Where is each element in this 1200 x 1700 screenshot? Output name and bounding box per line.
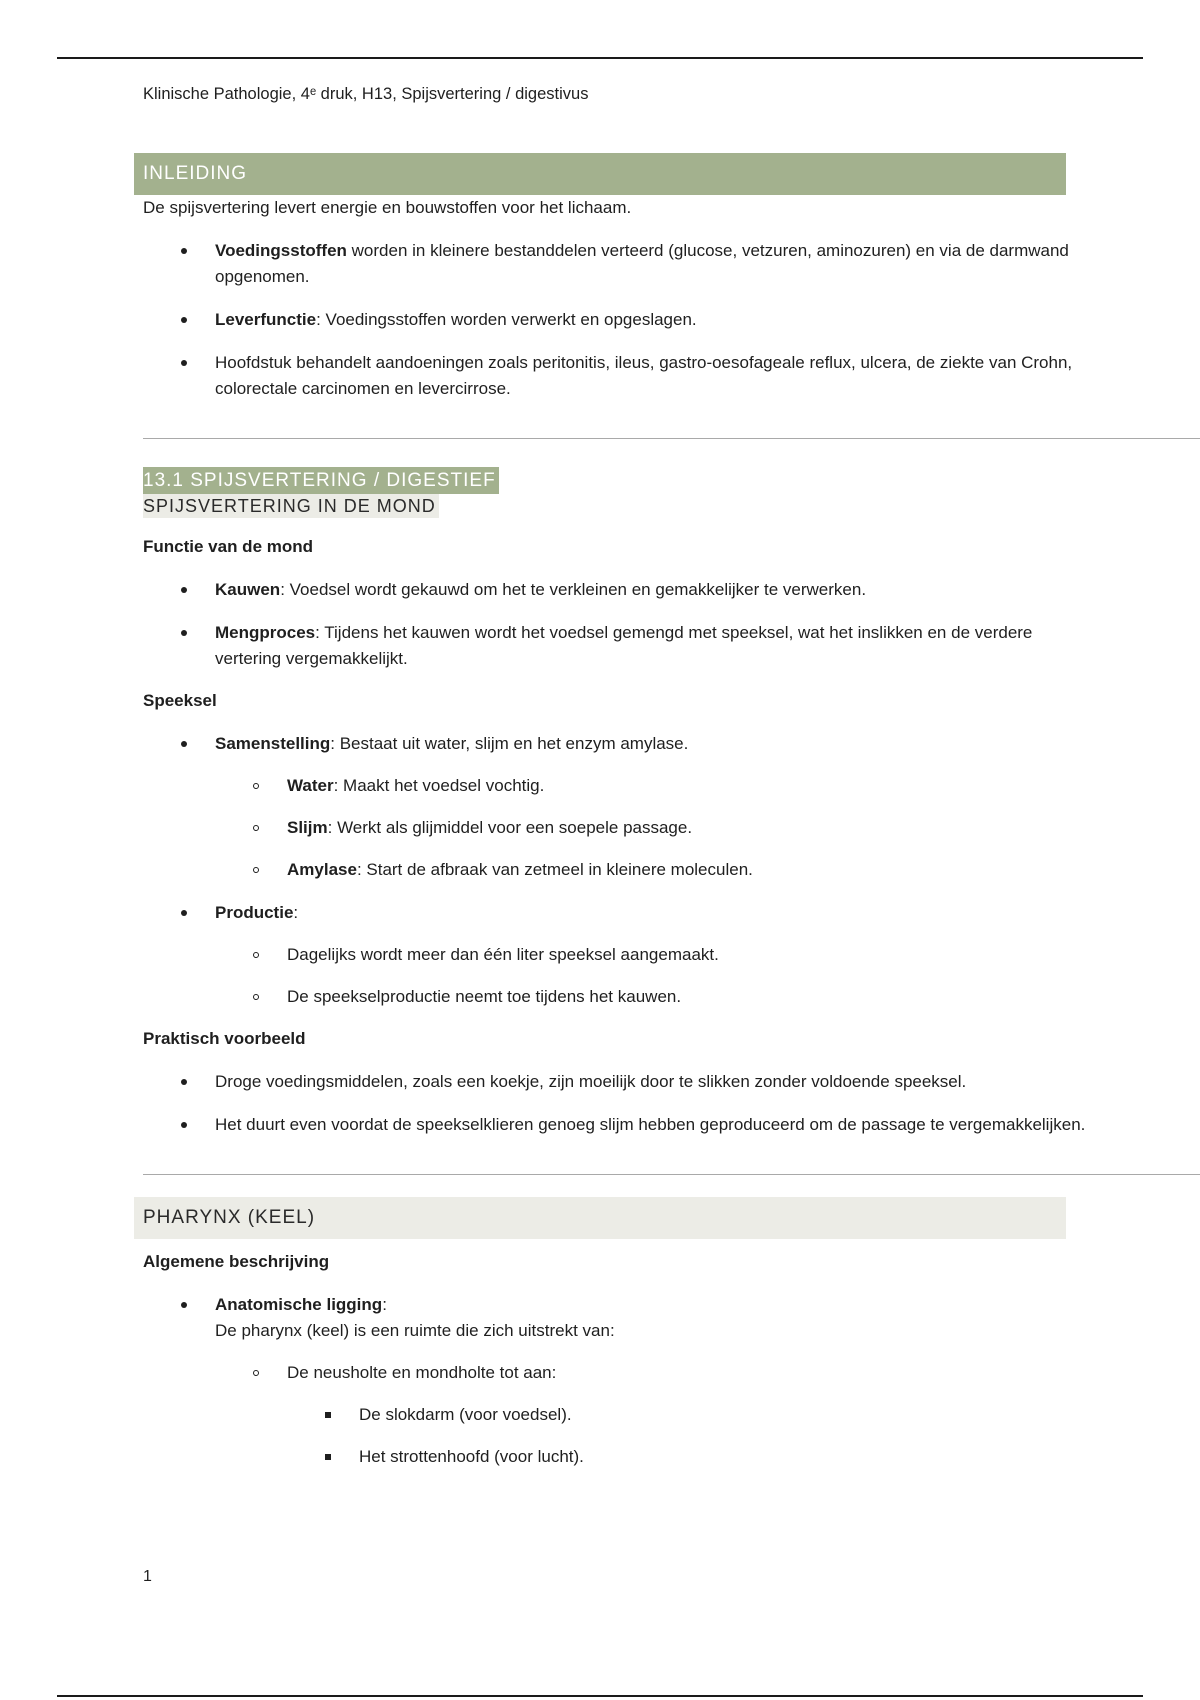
subheading-praktisch: Praktisch voorbeeld	[143, 1029, 306, 1048]
section-title-13-1: 13.1 SPIJSVERTERING / DIGESTIEF	[143, 467, 499, 494]
item-text: De pharynx (keel) is een ruimte die zich uitstrekt van:	[215, 1321, 615, 1340]
list-item	[143, 350, 1093, 402]
sub-list-item	[143, 815, 1093, 841]
subheading-speeksel: Speeksel	[143, 691, 217, 710]
term: Voedingsstoffen	[215, 241, 347, 260]
subheading-algemeen: Algemene beschrijving	[143, 1252, 330, 1271]
page-number: 1	[143, 1568, 152, 1585]
list-item	[143, 577, 1093, 603]
term: Water	[287, 776, 334, 795]
term: Productie	[215, 903, 294, 922]
term: Samenstelling	[215, 734, 331, 753]
running-header: Klinische Pathologie, 4ᵉ druk, H13, Spijsvertering / digestivus	[143, 85, 589, 103]
list-item	[143, 1292, 1093, 1344]
subheading-functie: Functie van de mond	[143, 537, 314, 556]
term: Amylase	[287, 860, 357, 879]
item-text: : Werkt als glijmiddel voor een soepele passage.	[327, 818, 693, 837]
sub-sub-list-item: Het strottenhoofd (voor lucht).	[143, 1444, 1093, 1470]
praktisch-list	[143, 1069, 1093, 1138]
page-top-rule	[57, 57, 1143, 59]
item-text: : Voedsel wordt gekauwd om het te verkleinen en gemakkelijker te verwerken.	[280, 580, 867, 599]
samenstelling-sublist	[143, 773, 1093, 883]
item-text: :	[293, 903, 299, 922]
item-text: : Voedingsstoffen worden verwerkt en opgeslagen.	[316, 310, 697, 329]
productie-sublist	[143, 942, 1093, 1010]
page-bottom-rule	[57, 1695, 1143, 1697]
item-text: :	[382, 1295, 387, 1314]
divider	[143, 1174, 1200, 1175]
section-banner-pharynx	[134, 1197, 1066, 1239]
item-text: : Maakt het voedsel vochtig.	[333, 776, 545, 795]
sub-list-item: De neusholte en mondholte tot aan:	[143, 1360, 1093, 1386]
intro-paragraph: De spijsvertering levert energie en bouwstoffen voor het lichaam.	[143, 198, 632, 217]
functie-list	[143, 577, 1093, 672]
list-item	[143, 307, 1093, 333]
item-text: worden in kleinere bestanddelen verteerd (glucose, vetzuren, aminozuren) en via de darmwand opgenomen.	[215, 241, 1069, 286]
pharynx-list	[143, 1292, 1093, 1344]
sub-list-item	[143, 857, 1093, 883]
item-text: Hoofdstuk behandelt aandoeningen zoals peritonitis, ileus, gastro-oesofageale reflux, ulcera, de ziekte van Crohn, colorectale carcinomen en levercirrose.	[215, 353, 1073, 398]
term: Kauwen	[215, 580, 281, 599]
sub-list-item	[143, 773, 1093, 799]
section-title: INLEIDING	[143, 163, 248, 184]
list-item: Het duurt even voordat de speekselklieren genoeg slijm hebben geproduceerd om de passage te vergemakkelijken.	[143, 1112, 1093, 1138]
term: Anatomische ligging	[215, 1295, 383, 1314]
term: Leverfunctie	[215, 310, 317, 329]
item-text: : Start de afbraak van zetmeel in kleinere moleculen.	[356, 860, 753, 879]
sub-list-item: De speekselproductie neemt toe tijdens het kauwen.	[143, 984, 1093, 1010]
list-item	[143, 900, 1093, 926]
subsection-title: SPIJSVERTERING IN DE MOND	[143, 494, 439, 518]
section-title: PHARYNX (KEEL)	[143, 1207, 316, 1228]
pharynx-sublist	[143, 1360, 1093, 1386]
list-item	[143, 238, 1093, 290]
list-item	[143, 620, 1093, 672]
speeksel-list	[143, 731, 1093, 757]
term: Slijm	[287, 818, 328, 837]
item-text: : Tijdens het kauwen wordt het voedsel gemengd met speeksel, wat het inslikken en de verdere vertering vergemakkelijkt.	[215, 623, 1033, 668]
item-text: : Bestaat uit water, slijm en het enzym amylase.	[330, 734, 689, 753]
sub-list-item: Dagelijks wordt meer dan één liter speeksel aangemaakt.	[143, 942, 1093, 968]
list-item	[143, 731, 1093, 757]
pharynx-subsublist	[143, 1402, 1093, 1470]
term: Mengproces	[215, 623, 316, 642]
section-banner-inleiding	[134, 153, 1066, 195]
list-item: Droge voedingsmiddelen, zoals een koekje, zijn moeilijk door te slikken zonder voldoende speeksel.	[143, 1069, 1093, 1095]
sub-sub-list-item: De slokdarm (voor voedsel).	[143, 1402, 1093, 1428]
productie-list	[143, 900, 1093, 926]
document-page	[143, 80, 1093, 1470]
inleiding-list	[143, 238, 1093, 402]
